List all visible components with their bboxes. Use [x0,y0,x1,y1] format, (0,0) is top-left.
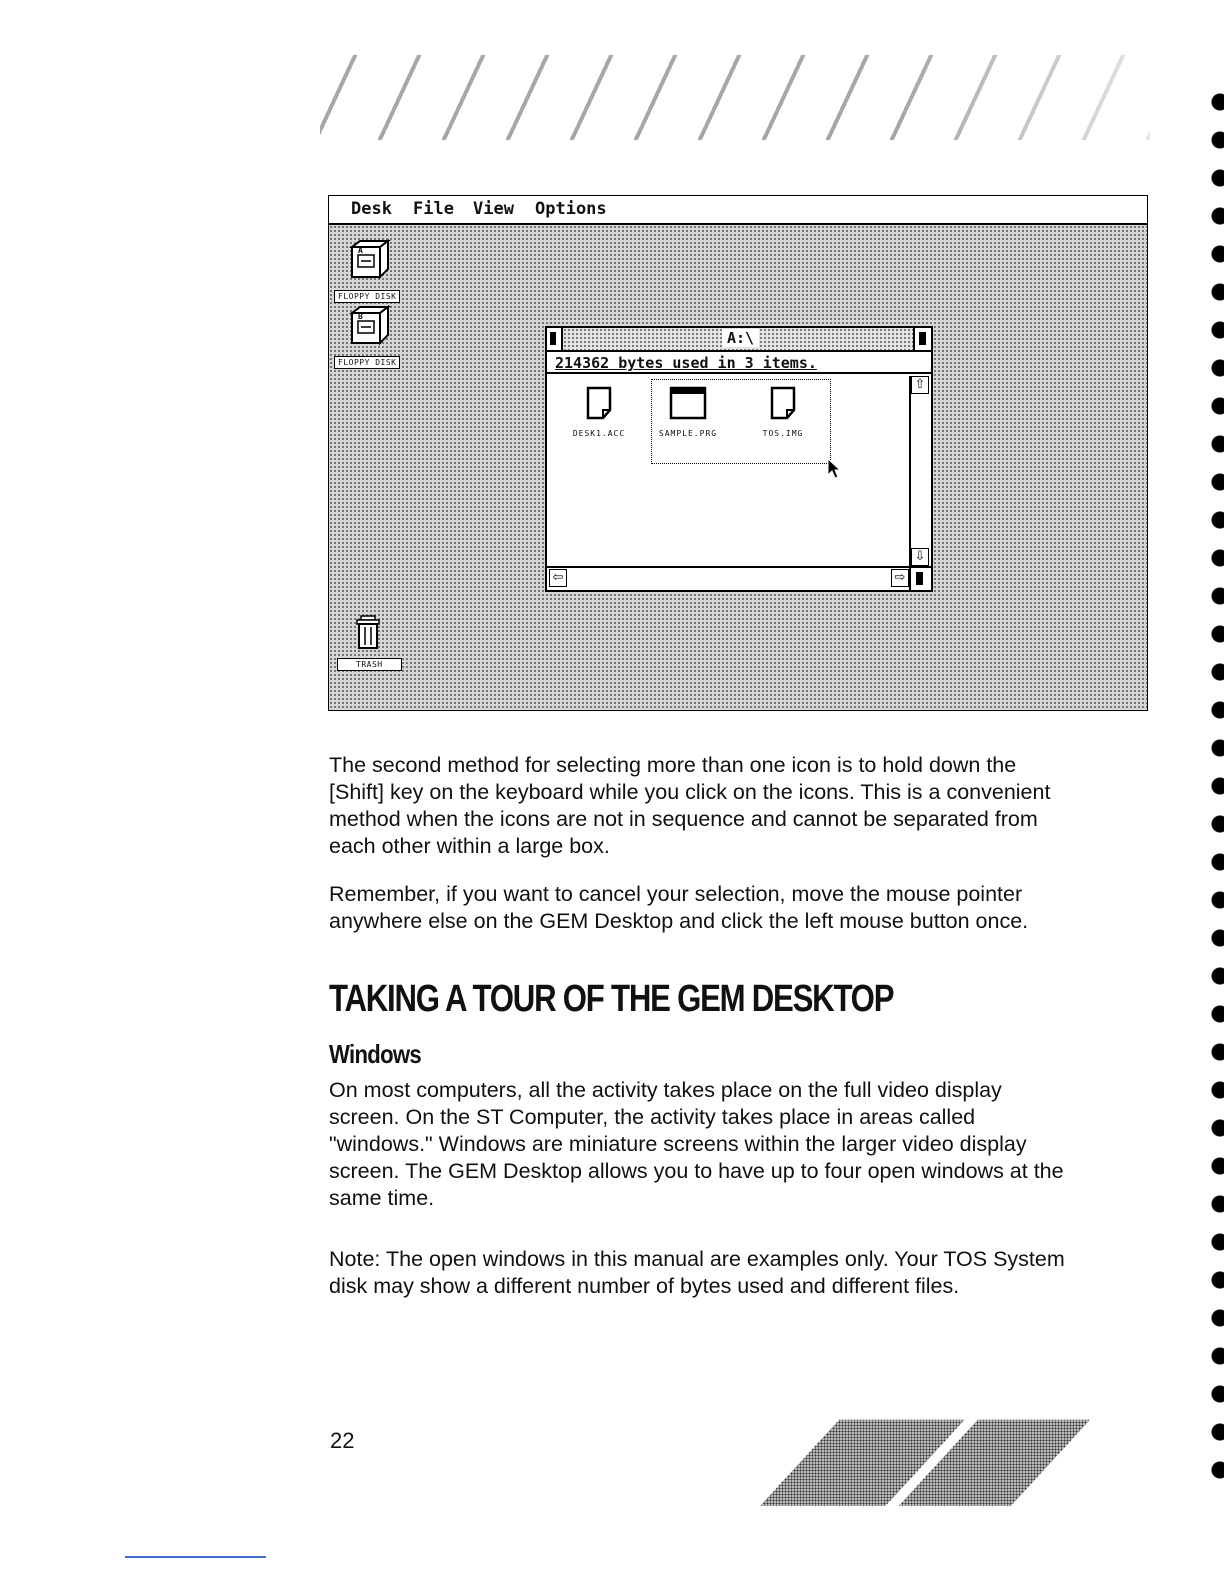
trash-label: TRASH [337,658,402,671]
document-icon [769,386,797,420]
trash-icon [349,613,389,649]
file-desk1-acc[interactable] [559,386,639,438]
horizontal-scrollbar[interactable] [547,566,931,590]
window-info-line: 214362 bytes used in 3 items. [547,352,931,374]
directory-window[interactable] [545,326,933,592]
floppy-drive-icon [342,305,392,347]
desktop[interactable] [329,225,1147,710]
file-tos-img[interactable] [743,386,823,438]
menu-desk[interactable]: Desk [351,199,392,219]
floppy-b-label: FLOPPY DISK [334,356,400,369]
scroll-down-arrow[interactable]: ⇩ [911,548,929,566]
file-name: DESK1.ACC [572,429,626,438]
file-name: SAMPLE.PRG [658,429,718,438]
gem-screenshot [328,195,1148,711]
section-heading: TAKING A TOUR OF THE GEM DESKTOP [329,978,894,1020]
floppy-disk-a[interactable] [334,239,400,304]
svg-text:B: B [358,312,364,321]
decorative-stripes-bottom [760,1418,1090,1506]
size-box[interactable] [909,568,931,590]
full-box[interactable] [913,328,931,350]
menu-view[interactable]: View [473,199,514,219]
window-title: A:\ [722,329,759,347]
floppy-disk-b[interactable] [334,305,400,370]
close-box[interactable] [547,328,563,350]
binding-holes [1198,90,1224,1490]
menu-options[interactable]: Options [535,199,607,219]
scroll-left-arrow[interactable]: ⇦ [549,569,567,587]
page-number: 22 [330,1428,355,1453]
program-icon [669,386,707,420]
decorative-stripes-top [320,55,1150,140]
paragraph-cancel-selection: Remember, if you want to cancel your selection, move the mouse pointer anywhere else on the GEM Desktop and click the left mouse button once. [329,882,1029,933]
svg-text:A: A [358,246,364,255]
vertical-scrollbar[interactable] [909,376,931,566]
trash-can[interactable] [337,613,402,672]
subsection-heading: Windows [329,1039,422,1069]
window-title-bar[interactable] [547,328,931,352]
mouse-pointer-icon [827,458,841,480]
file-sample-prg[interactable] [648,386,728,438]
paragraph-windows: On most computers, all the activity takes place on the full video display screen. On the ST Computer, the activity takes place in areas called "windows." Windows are miniature screens within the larger video display screen. The GEM Desktop allows you to have up to four open windows at the same time. [329,1078,1064,1210]
paragraph-shift-select: The second method for selecting more than one icon is to hold down the [Shift] key on the keyboard while you click on the icons. This is a convenient method when the icons are not in sequence and cannot be separated from each other within a large box. [329,753,1051,858]
floppy-a-label: FLOPPY DISK [334,290,400,303]
floppy-drive-icon [342,239,392,281]
menu-file[interactable]: File [413,199,454,219]
document-icon [585,386,613,420]
scan-margin-line [125,1556,266,1558]
scroll-right-arrow[interactable]: ⇨ [891,569,909,587]
file-name: TOS.IMG [762,429,804,438]
menu-bar [329,196,1147,225]
note-paragraph: Note: The open windows in this manual are examples only. Your TOS System disk may show a different number of bytes used and different files. [329,1247,1065,1298]
scroll-up-arrow[interactable]: ⇧ [911,376,929,394]
